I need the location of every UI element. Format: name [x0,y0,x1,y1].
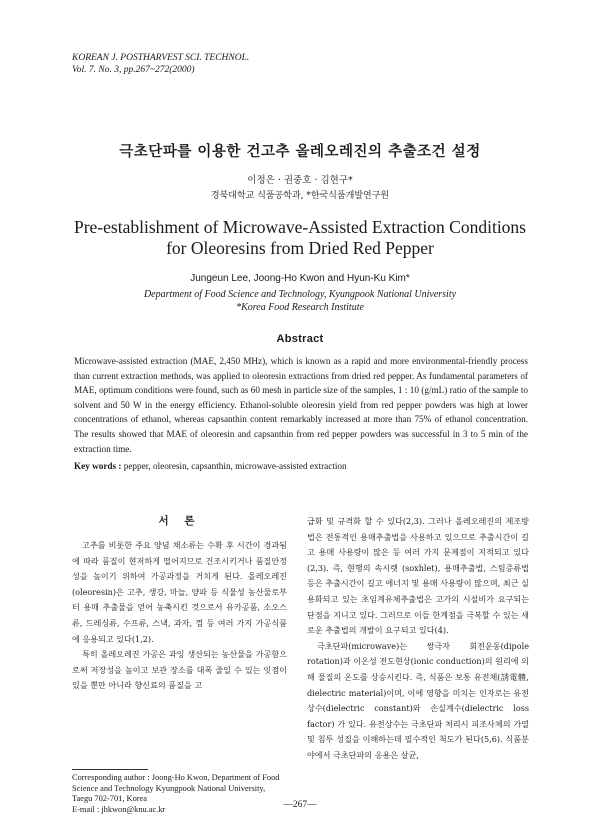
english-title-line-2: for Oleoresins from Dried Red Pepper [166,238,434,258]
english-affiliation [0,289,600,314]
footnote-divider [72,769,148,770]
journal-name: KOREAN J. POSTHARVEST SCI. TECHNOL. [72,53,250,63]
intro-paragraph-1: 고추를 비롯한 주요 양념 채소류는 수확 후 시간이 경과됨에 따라 품질이 현저하게 떨어지므로 건조시키거나 품질안정성을 높이기 위하여 가공과정을 거치게 된다. 올레오레진(oleoresin)은 고추, 생강, 마늘, 양파 등 식물성 농산물로부터 용매 추출물을 얻어 농축시킨 것으로서 유카공품, 소오스류, 드레싱류, 수프류, 스낵, 과자, 껌 등 여러 가지 가공식품에 응용되고 있다(1,2). [72,540,287,644]
intro-paragraph-2-continued: 급화 및 규격화 할 수 있다(2,3). 그러나 올레오레진의 제조방법은 전통적인 용매추출법을 사용하고 있으므로 추출시간이 길고 용매 사용량이 많은 등 여러 가지 문제점이 지적되고 있다(2,3). 즉, 현행의 속시렛 (soxhlet), 용매추출법, 스팀증류법 등은 추출시간이 길고 에너지 및 용매 사용량이 많으며, 최근 실용화되고 있는 초임계유체추출법은 고가의 시설비가 요구되는 단점을 지니고 있다. 그러므로 이들 한계점을 극복할 수 있는 새로운 추출법의 개발이 요구되고 있다(4). [307,516,529,636]
intro-paragraph-3: 극초단파(microwave)는 쌍극자 회전운동(dipole rotation)과 이온성 전도현상(ionic conduction)의 원리에 의해 물질의 온도를 상승시킨다. 즉, 식품은 보통 유전체(誘電體, dielectric material)이며, 이에 영향을 미치는 인자로는 유전상수(dielectric constant)와 손실계수(dielectric loss factor) 가 있다. 유전상수는 극초단파 처리시 피조사체의 가열 및 침투 성질을 이해하는데 필수적인 척도가 된다(5,6). 식품분야에서 극초단파의 응용은 살균, [307,640,529,760]
abstract-heading: Abstract [276,333,324,345]
corresponding-author-text: Corresponding author : Joong-Ho Kwon, Department of Food Science and Technology Kyungpook National University, Taegu 702-701, Korea [72,773,280,803]
intro-paragraph-2: 특히 올레오레진 가공은 과잉 생산되는 농산물을 가공함으로써 저장성을 높이고 보관 장소를 대폭 줄일 수 있는 잇점이 있을 뿐만 아니라 향신료의 품질을 고 [72,649,287,691]
keywords [74,461,528,471]
abstract-body: Microwave-assisted extraction (MAE, 2,450 MHz), which is known as a rapid and more environmental-friendly process than current extraction methods, was applied to oleoresin extractions from dried red pepper. As fundamental parameters of MAE, optimum conditions were found, such as 60 mesh in particle size of the samples, 1 : 10 (g/mL) ratio of the sample to solvent and 50 W in the energy efficiency. Ethanol-soluble oleoresin yield from red pepper powders was high at lower concentrations of ethanol, whereas capsanthin content remarkably increased at more than 75% of ethanol concentration. The results showed that MAE of oleoresin and capsanthin from red pepper powders was successful in 3 to 5 min of the extraction time. [74,356,528,454]
right-column [307,514,529,764]
english-title-line-1: Pre-establishment of Microwave-Assisted Extraction Conditions [73,217,526,237]
journal-citation: Vol. 7. No. 3, pp.267~272(2000) [72,65,195,75]
korean-affiliation: 경북대학교 식품공학과, *한국식품개발연구원 [210,191,390,201]
institute-line: *Korea Food Research Institute [236,301,364,313]
left-column [72,538,287,694]
department-line: Department of Food Science and Technology, Kyungpook National University [143,289,457,300]
page-number: —267— [283,800,317,810]
journal-header [72,52,249,76]
corresponding-author-email: E-mail : jhkwon@knu.ac.kr [72,804,166,814]
section-heading-introduction: 서 론 [158,515,201,527]
korean-authors: 이정은 · 권중호 · 김현구* [247,175,353,186]
english-authors: Jungeun Lee, Joong-Ho Kwon and Hyun-Ku Kim* [190,273,410,284]
korean-title: 극초단파를 이용한 건고추 올레오레진의 추출조건 설정 [119,144,481,160]
english-title [0,217,600,259]
keywords-text: pepper, oleoresin, capsanthin, microwave-assisted extraction [121,461,347,471]
keywords-label: Key words : [74,461,122,471]
